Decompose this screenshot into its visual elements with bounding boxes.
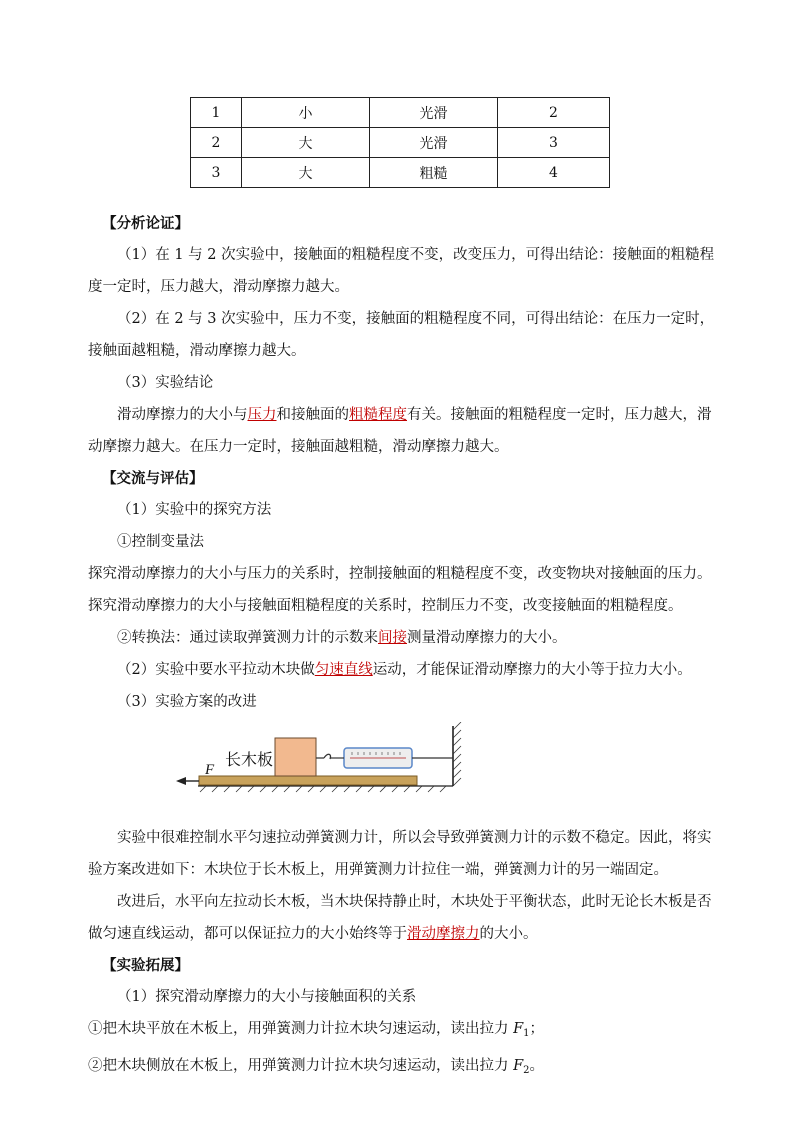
section-heading-analysis: 【分析论证】 [102, 215, 189, 232]
text: ②转换法：通过读取弹簧测力计的示数来 [117, 630, 378, 646]
experiment-diagram [88, 722, 716, 810]
table-row [191, 128, 610, 158]
table-cell: 4 [498, 158, 610, 188]
paragraph [88, 1050, 716, 1087]
table-cell: 光滑 [370, 128, 498, 158]
ground-hatch [200, 786, 446, 792]
text: ； [529, 1021, 545, 1037]
paragraph: （1）实验中的探究方法 [117, 502, 272, 518]
section-heading-evaluation: 【交流与评估】 [102, 470, 204, 487]
paragraph: 探究滑动摩擦力的大小与压力的关系时，控制接触面的粗糙程度不变，改变物块对接触面的压力。探究滑动摩擦力的大小与接触面粗糙程度的关系时，控制压力不变，改变接触面的粗糙程度。 [88, 566, 712, 614]
table-cell: 大 [242, 128, 370, 158]
table-cell: 光滑 [370, 98, 498, 128]
section-heading-extension: 【实验拓展】 [102, 957, 189, 974]
highlight-term: 粗糙程度 [349, 407, 407, 423]
diagram-svg [88, 722, 716, 810]
board-label: 长木板 [225, 750, 274, 769]
table-cell: 大 [242, 158, 370, 188]
table-cell: 3 [191, 158, 242, 188]
subscript: 1 [523, 1028, 530, 1039]
paragraph [88, 622, 716, 654]
text: ②把木块侧放在木板上，用弹簧测力计拉木块匀速运动，读出拉力 [88, 1058, 514, 1074]
text: 。 [529, 1058, 545, 1074]
wooden-block [275, 738, 316, 776]
subscript: 2 [523, 1065, 530, 1076]
text: 有关。接触面的粗糙程度一定时，压力越大，滑动摩擦力越大。在压力一定时，接触面越粗糙，滑动摩擦力越大。 [88, 407, 712, 455]
text: 改进后，水平向左拉动长木板，当木块保持静止时，木块处于平衡状态，此时无论长木板是否做匀速直线运动，都可以保证拉力的大小始终等于 [88, 894, 712, 942]
table-row [191, 98, 610, 128]
table-cell: 小 [242, 98, 370, 128]
force-label: F [205, 762, 215, 778]
highlight-term: 压力 [247, 407, 277, 423]
table-row [191, 158, 610, 188]
variable: F [513, 1058, 524, 1074]
paragraph: 实验中很难控制水平匀速拉动弹簧测力计，所以会导致弹簧测力计的示数不稳定。因此，将实验方案改进如下：木块位于长木板上，用弹簧测力计拉住一端，弹簧测力计的另一端固定。 [88, 830, 712, 878]
table-cell: 2 [191, 128, 242, 158]
force-arrow-head-icon [176, 777, 186, 785]
results-table [190, 97, 610, 188]
text: ①把木块平放在木板上，用弹簧测力计拉木块匀速运动，读出拉力 [88, 1021, 514, 1037]
highlight-term: 间接 [378, 630, 407, 646]
table-cell: 粗糙 [370, 158, 498, 188]
paragraph: （3）实验结论 [117, 375, 214, 391]
text: 运动，才能保证滑动摩擦力的大小等于拉力大小。 [372, 662, 692, 678]
paragraph: （1）探究滑动摩擦力的大小与接触面积的关系 [117, 989, 417, 1005]
hook-icon [316, 754, 331, 759]
paragraph: （1）在 1 与 2 次实验中，接触面的粗糙程度不变，改变压力，可得出结论：接触面的粗糙程度一定时，压力越大，滑动摩擦力越大。 [88, 247, 715, 295]
table-cell: 2 [498, 98, 610, 128]
highlight-term: 匀速直线 [314, 662, 373, 678]
paragraph [88, 654, 716, 686]
table-cell: 3 [498, 128, 610, 158]
paragraph: ①控制变量法 [117, 534, 204, 550]
table-cell: 1 [191, 98, 242, 128]
text: 的大小。 [479, 926, 538, 942]
long-board [199, 776, 417, 785]
document-body [88, 208, 716, 1087]
paragraph: （2）在 2 与 3 次实验中，压力不变，接触面的粗糙程度不同，可得出结论：在压力一定时，接触面越粗糙，滑动摩擦力越大。 [88, 311, 715, 359]
paragraph [88, 1013, 716, 1050]
text: 和接触面的 [276, 407, 349, 423]
variable: F [513, 1021, 524, 1037]
text: 滑动摩擦力的大小与 [117, 407, 248, 423]
text: （2）实验中要水平拉动木块做 [117, 662, 315, 678]
highlight-term: 滑动摩擦力 [407, 926, 480, 942]
wall-hatch [453, 722, 461, 786]
paragraph: （3）实验方案的改进 [117, 694, 257, 710]
paragraph [88, 399, 716, 463]
paragraph [88, 886, 716, 950]
text: 测量滑动摩擦力的大小。 [407, 630, 567, 646]
